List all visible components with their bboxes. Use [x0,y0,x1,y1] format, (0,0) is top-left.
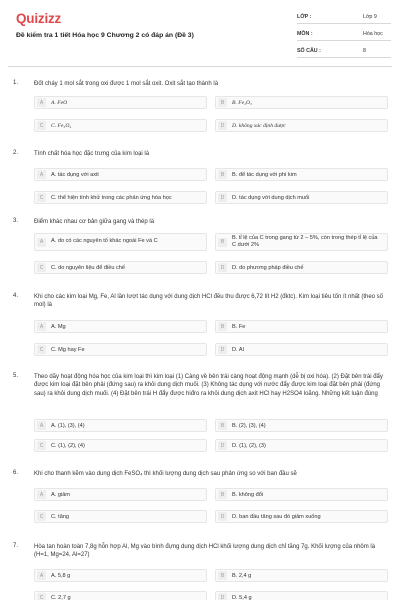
question-text: Hòa tan hoàn toàn 7,8g hỗn hợp Al, Mg vào bình đựng dung dịch HCl khối lượng dung dịch chỉ tăng 7g. Khối lượng của nhôm là (H=1, Mg=24, Al=27) [34,544,376,559]
meta-label: LỚP : [297,14,312,20]
option-text: A. tác dụng với axit [51,171,99,178]
option-letter: A [37,238,46,247]
option-text: B. để tác dụng với phi kim [232,171,297,178]
option-text: A. (1), (3), (4) [51,422,85,429]
option-text: C. 2,7 g [51,594,71,600]
option-text: A. Mg [51,323,66,330]
meta-label: MÔN : [297,31,313,37]
answer-option-c[interactable] [34,591,207,600]
question-text: Điểm khác nhau cơ bản giữa gang và thép là [34,219,155,225]
answer-option-b[interactable] [215,168,388,181]
answer-option-b[interactable] [215,419,388,432]
option-letter: A [37,571,46,580]
option-letter: C [37,345,46,354]
meta-label: SỐ CÂU : [297,48,321,54]
answer-option-c[interactable] [34,439,207,452]
answer-option-d[interactable] [215,439,388,452]
option-letter: B [218,98,227,107]
option-text: C. tăng [51,513,70,520]
question-text: Khi cho thanh kẽm vào dung dịch FeSO₄ thì khối lượng dung dịch sau phản ứng so với ban đầu sẽ [34,471,297,477]
meta-row-subject [297,27,391,41]
option-text: A. giảm [51,491,70,498]
option-letter: D [218,263,227,272]
answer-option-d[interactable] [215,510,388,523]
option-letter: D [218,512,227,521]
question-number: 6. [13,470,19,476]
worksheet-header [0,0,400,62]
answer-option-a[interactable] [34,320,207,333]
option-letter: B [218,238,227,247]
answer-option-a[interactable] [34,419,207,432]
answer-option-c[interactable] [34,191,207,204]
question-number: 3. [13,218,19,224]
answer-option-a[interactable] [34,233,207,251]
option-text: D. Al [232,346,244,353]
option-text: C. (1), (2), (4) [51,442,85,449]
option-letter: A [37,322,46,331]
answer-option-d[interactable] [215,591,388,600]
option-letter: A [37,98,46,107]
option-text: C. do nguyên liệu để điều chế [51,264,126,271]
answer-option-a[interactable] [34,96,207,109]
option-text: D. (1), (2), (3) [232,442,266,449]
meta-value: 8 [363,48,366,54]
page-title: Đề kiểm tra 1 tiết Hóa học 9 Chương 2 có đáp án (Đề 3) [16,32,194,39]
question-number: 4. [13,293,19,299]
meta-panel [297,10,391,61]
option-letter: D [218,593,227,600]
question-number: 7. [13,543,19,549]
option-letter: D [218,193,227,202]
question-number: 2. [13,150,19,156]
option-text: B. Fe [232,323,246,330]
answer-option-b[interactable] [215,233,388,251]
option-letter: A [37,421,46,430]
option-letter: D [218,121,227,130]
meta-row-count [297,44,391,58]
meta-row-grade [297,10,391,24]
header-divider [8,66,392,67]
meta-value: Hóa học [363,31,383,37]
answer-option-b[interactable] [215,320,388,333]
question-text: Khi cho các kim loại Mg, Fe, Al lần lượt tác dụng với dung dịch HCl đều thu được 6,72 lít H2 (đktc). Kim loại tiêu tốn ít nhất (theo số mol) là [34,294,384,309]
answer-option-c[interactable] [34,343,207,356]
quizizz-logo: Quizizz [16,11,62,26]
option-letter: C [37,263,46,272]
option-letter: C [37,441,46,450]
answer-option-c[interactable] [34,261,207,274]
option-letter: B [218,170,227,179]
question-number: 5. [13,373,19,379]
answer-option-a[interactable] [34,569,207,582]
answer-option-d[interactable] [215,119,388,132]
option-text: D. 5,4 g [232,594,252,600]
option-letter: D [218,441,227,450]
meta-value: Lớp 9 [363,14,377,20]
question-text: Theo dãy hoạt động hóa học của kim loại thì kim loại (1) Càng về bên trái càng hoạt động mạnh (dễ bị oxi hóa). (2) Đặt bên trái đẩy được kim loại đặt bên phải (đứng sau) ra khỏi dung dịch muối. (3) Không tác dụng với nước đẩy được kim loại đặt bên phải (đứng sau) ra khỏi dung dịch muối. (4) Đặt bên trái H đẩy được hiđro ra khỏi dung dịch axit HCl hay H2SO4 loãng. Những kết luận đúng [34,374,383,397]
answer-option-a[interactable] [34,168,207,181]
option-letter: B [218,571,227,580]
option-text: B. (2), (3), (4) [232,422,266,429]
option-letter: C [37,593,46,600]
option-text: D. ban đầu tăng sau đó giảm xuống [232,513,321,520]
option-letter: B [218,490,227,499]
answer-option-b[interactable] [215,569,388,582]
option-text: B. 2,4 g [232,572,252,579]
question-number: 1. [13,80,19,86]
option-letter: A [37,490,46,499]
question-text: Đốt cháy 1 mol sắt trong oxi được 1 mol sắt oxit. Oxit sắt tạo thành là [34,81,219,87]
answer-option-c[interactable] [34,510,207,523]
answer-option-d[interactable] [215,191,388,204]
option-text: C. Fe₃O₄ [51,122,72,129]
answer-option-a[interactable] [34,488,207,501]
answer-option-b[interactable] [215,488,388,501]
option-text: D. do phương pháp điều chế [232,264,304,271]
option-letter: C [37,512,46,521]
option-text: A. 5,8 g [51,572,71,579]
option-text: B. không đổi [232,491,264,498]
answer-option-d[interactable] [215,343,388,356]
option-letter: D [218,345,227,354]
option-letter: B [218,322,227,331]
question-text: Tính chất hóa học đặc trưng của kim loại là [34,151,150,157]
answer-option-b[interactable] [215,96,388,109]
option-text: D. không xác định được [232,122,286,129]
option-letter: B [218,421,227,430]
option-letter: A [37,170,46,179]
option-letter: C [37,121,46,130]
answer-option-d[interactable] [215,261,388,274]
option-text: D. tác dụng với dung dịch muối [232,194,310,201]
option-text: B. tỉ lệ của C trong gang từ 2 – 5%, còn trong thép tỉ lệ của C dưới 2% [232,234,378,248]
option-text: B. Fe₂O₃ [232,99,253,106]
option-letter: C [37,193,46,202]
option-text: C. thể hiện tính khử trong các phản ứng hóa học [51,194,172,201]
answer-option-c[interactable] [34,119,207,132]
option-text: C. Mg hay Fe [51,346,85,353]
option-text: A. FeO [51,99,68,106]
option-text: A. do có các nguyên tố khác ngoài Fe và C [51,238,158,245]
